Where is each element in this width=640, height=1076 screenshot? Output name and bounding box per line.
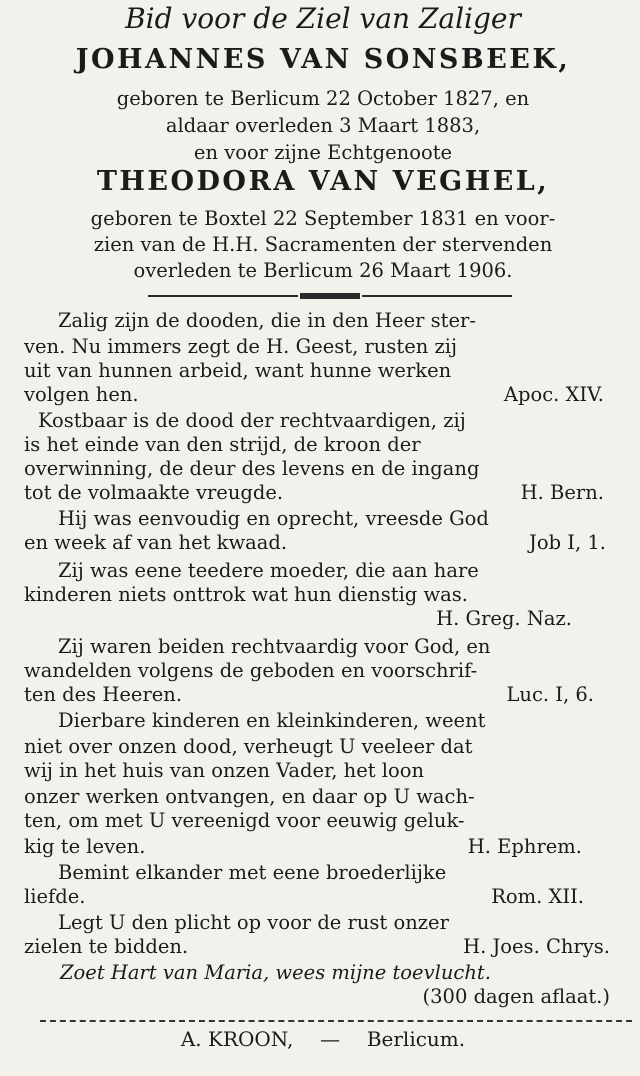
death-line-1: aldaar overleden 3 Maart 1883, xyxy=(165,114,481,137)
deceased-name-2: THEODORA VAN VEGHEL, xyxy=(96,166,550,197)
verse-line: zielen te bidden. xyxy=(24,935,189,958)
death-line-2: overleden te Berlicum 26 Maart 1906. xyxy=(133,259,513,282)
ornament-rule-right xyxy=(362,295,512,297)
verse-line: Zij was eene teedere moeder, die aan hare xyxy=(58,559,479,582)
printer-line xyxy=(24,1026,622,1052)
spouse-intro: en voor zijne Echtgenoote xyxy=(193,141,453,164)
verse-line: wij in het huis van onzen Vader, het loon xyxy=(24,759,425,782)
verse-line: Zalig zijn de dooden, die in den Heer ster- xyxy=(58,309,476,332)
verse-line: Zij waren beiden rechtvaardig voor God, en xyxy=(58,635,491,658)
verse-line: Dierbare kinderen en kleinkinderen, weent xyxy=(58,709,486,732)
prayer-line: Zoet Hart van Maria, wees mijne toevlucht. xyxy=(60,961,491,984)
verse-line: wandelden volgens de geboden en voorschrif- xyxy=(24,659,478,682)
ornament-rule-center xyxy=(300,293,360,299)
verse-line: Kostbaar is de dood der rechtvaardigen, zij xyxy=(38,409,466,432)
indulgence-note: (300 dagen aflaat.) xyxy=(422,985,610,1008)
printer-place: Berlicum. xyxy=(366,1027,466,1051)
verse-line: en week af van het kwaad. xyxy=(24,531,288,554)
verse-source: H. Bern. xyxy=(520,481,604,504)
verse-line: is het einde van den strijd, de kroon der xyxy=(24,433,421,456)
verse-source: H. Ephrem. xyxy=(467,835,582,858)
verse-source: Job I, 1. xyxy=(529,531,606,554)
deceased-name-1: JOHANNES VAN SONSBEEK, xyxy=(75,44,571,75)
birth-line-2: geboren te Boxtel 22 September 1831 en voor- xyxy=(90,207,556,230)
verse-source: H. Joes. Chrys. xyxy=(463,935,610,958)
verse-line: kinderen niets onttrok wat hun dienstig was. xyxy=(24,583,469,606)
verse-line: ten, om met U vereenigd voor eeuwig geluk- xyxy=(24,809,465,832)
verse-line: ten des Heeren. xyxy=(24,683,183,706)
verse-line: uit van hunnen arbeid, want hunne werken xyxy=(24,359,452,382)
sacrament-line: zien van de H.H. Sacramenten der stervenden xyxy=(93,233,553,256)
verse-line: liefde. xyxy=(24,885,86,908)
verse-line: niet over onzen dood, verheugt U veeleer dat xyxy=(24,735,473,758)
verse-line: ven. Nu immers zegt de H. Geest, rusten zij xyxy=(24,335,458,358)
verse-source: Luc. I, 6. xyxy=(506,683,594,706)
printer-name: A. KROON, xyxy=(180,1027,294,1051)
footer-dashed-rule xyxy=(40,1020,632,1022)
verse-line: onzer werken ontvangen, en daar op U wach- xyxy=(24,785,475,808)
verse-source: Apoc. XIV. xyxy=(503,383,604,406)
verse-line: kig te leven. xyxy=(24,835,146,858)
verse-line: overwinning, de deur des levens en de ingang xyxy=(24,457,480,480)
verse-source: Rom. XII. xyxy=(491,885,584,908)
verse-line: tot de volmaakte vreugde. xyxy=(24,481,284,504)
verse-line: volgen hen. xyxy=(24,383,139,406)
verse-source: H. Greg. Naz. xyxy=(436,607,572,630)
printer-dash: — xyxy=(320,1027,341,1051)
verse-line: Hij was eenvoudig en oprecht, vreesde God xyxy=(58,507,489,530)
verse-line: Legt U den plicht op voor de rust onzer xyxy=(58,911,449,934)
verse-line: Bemint elkander met eene broederlijke xyxy=(58,861,447,884)
card-title: Bid voor de Ziel van Zaliger xyxy=(125,2,521,35)
ornament-rule-left xyxy=(148,295,298,297)
birth-line-1: geboren te Berlicum 22 October 1827, en xyxy=(116,87,530,110)
